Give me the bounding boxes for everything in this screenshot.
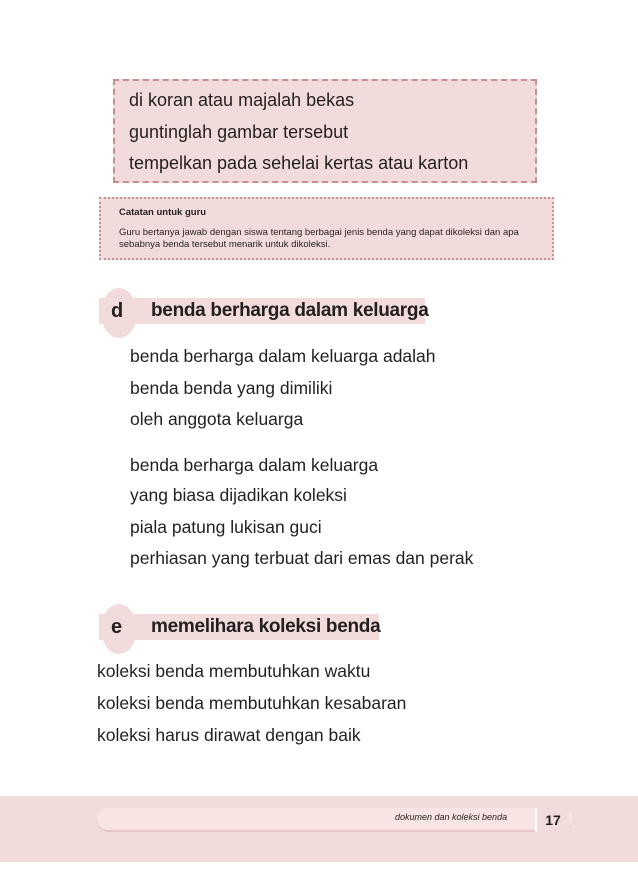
section-e-heading: [99, 614, 379, 642]
section-d-line: benda benda yang dimiliki: [130, 378, 333, 398]
section-d-letter: d: [111, 300, 124, 322]
instruction-line: tempelkan pada sehelai kertas atau karton: [129, 153, 469, 173]
page-number: 17: [535, 808, 569, 832]
section-d-line: benda berharga dalam keluarga: [130, 455, 379, 475]
instruction-box: [113, 79, 537, 183]
section-d-line: benda berharga dalam keluarga adalah: [130, 346, 436, 366]
instruction-line: di koran atau majalah bekas: [129, 90, 355, 110]
teacher-note-text: Guru bertanya jawab dengan siswa tentang berbagai jenis benda yang dapat dikoleksi dan apa sebabnya benda tersebut menarik untuk dikoleksi.: [119, 227, 519, 250]
instruction-line: guntinglah gambar tersebut: [129, 122, 349, 142]
section-e-title: memelihara koleksi benda: [151, 616, 381, 637]
section-d-heading: [99, 298, 429, 326]
section-e-letter: e: [111, 616, 123, 638]
section-d-line: perhiasan yang terbuat dari emas dan perak: [130, 548, 474, 568]
section-d-line: piala patung lukisan guci: [130, 517, 322, 537]
footer-caption: dokumen dan koleksi benda: [395, 812, 508, 822]
section-d-title: benda berharga dalam keluarga: [151, 300, 429, 321]
section-e-line: koleksi harus dirawat dengan baik: [97, 725, 361, 745]
section-e-line: koleksi benda membutuhkan kesabaran: [97, 693, 407, 713]
section-d-line: yang biasa dijadikan koleksi: [130, 485, 347, 505]
section-e-line: koleksi benda membutuhkan waktu: [97, 661, 371, 681]
section-d-line: oleh anggota keluarga: [130, 409, 304, 429]
teacher-note-box: [99, 197, 554, 260]
teacher-note-title: Catatan untuk guru: [119, 207, 207, 218]
